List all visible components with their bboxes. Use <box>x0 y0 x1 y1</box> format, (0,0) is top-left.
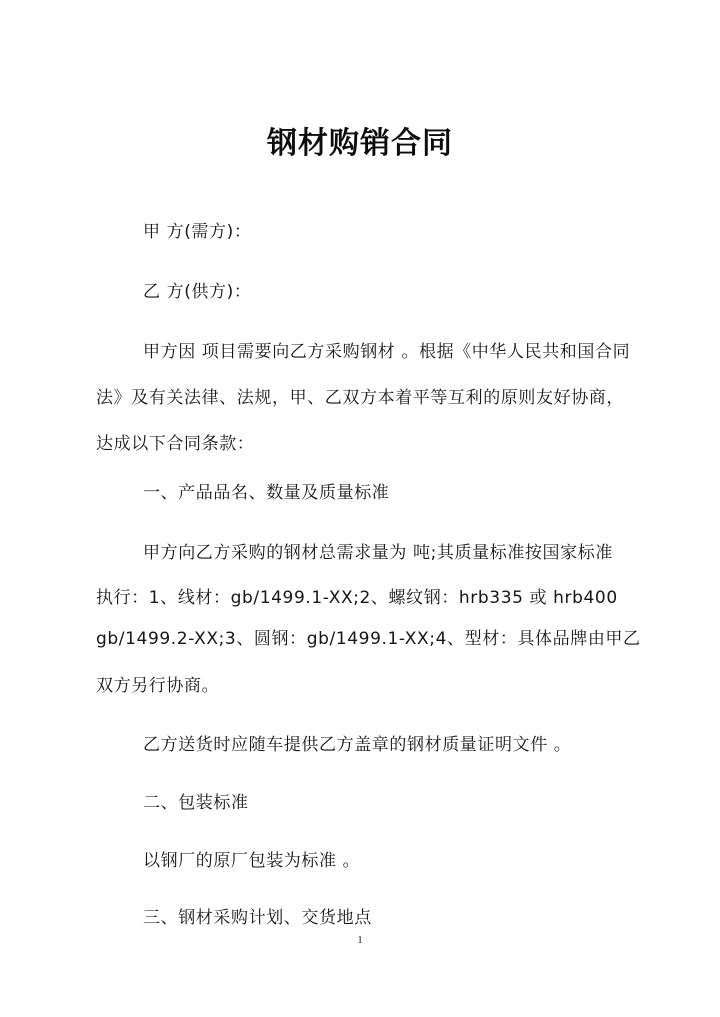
section-1-para-line-2: 执行：1、线材：gb/1499.1-XX;2、螺纹钢：hrb335 或 hrb400 <box>96 588 618 608</box>
section-3-heading: 三、钢材采购计划、交货地点 <box>143 908 372 928</box>
section-1-para-line-1: 甲方向乙方采购的钢材总需求量为 吨;其质量标准按国家标准 <box>143 543 613 563</box>
party-a-line: 甲 方(需方)： <box>143 222 252 242</box>
party-b-line: 乙 方(供方)： <box>143 282 252 302</box>
section-1-para-line-3: gb/1499.2-XX;3、圆钢：gb/1499.1-XX;4、型材：具体品牌由甲乙 <box>96 629 641 649</box>
intro-line-1: 甲方因 项目需要向乙方采购钢材 。根据《中华人民共和国合同 <box>143 342 631 362</box>
section-1-heading: 一、产品品名、数量及质量标准 <box>143 483 390 503</box>
section-2-heading: 二、包装标准 <box>143 793 249 813</box>
section-1-para-line-4: 双方另行协商。 <box>96 676 220 696</box>
section-2-body: 以钢厂的原厂包装为标准 。 <box>143 851 361 871</box>
intro-line-3: 达成以下合同条款： <box>96 434 255 454</box>
intro-line-2: 法》及有关法律、法规，甲、乙双方本着平等互利的原则友好协商， <box>96 388 624 408</box>
document-title: 钢材购销合同 <box>267 126 453 161</box>
page-number: 1 <box>357 934 363 946</box>
certificate-line: 乙方送货时应随车提供乙方盖章的钢材质量证明文件 。 <box>143 735 572 755</box>
